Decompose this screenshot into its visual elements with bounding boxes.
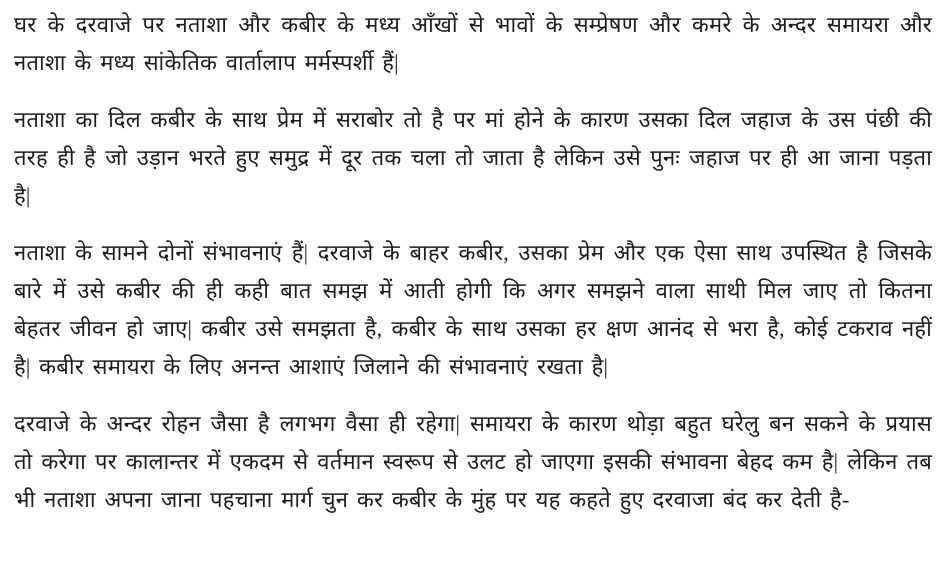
paragraph-2: नताशा का दिल कबीर के साथ प्रेम में सराबोर तो है पर मां होने के कारण उसका दिल जहाज के उस पंछी की तरह ही है जो उड़ान भरते हुए समुद्र में दूर तक चला तो जाता है लेकिन उसे पुनः जहाज पर ही आ जाना पड़ता है| bbox=[14, 107, 932, 208]
paragraph-4: दरवाजे के अन्दर रोहन जैसा है लगभग वैसा ही रहेगा| समायरा के कारण थोड़ा बहुत घरेलु बन सकने के प्रयास तो करेगा पर कालान्तर में एकदम से वर्तमान स्वरूप से उलट हो जाएगा इसकी संभावना बेहद कम है| लेकिन तब भी नताशा अपना जाना पहचाना मार्ग चुन कर कबीर के मुंह पर यह कहते हुए दरवाजा बंद कर देती है- bbox=[14, 411, 932, 512]
paragraph-3: नताशा के सामने दोनों संभावनाएं हैं| दरवाजे के बाहर कबीर, उसका प्रेम और एक ऐसा साथ उपस्थित है जिसके बारे में उसे कबीर की ही कही बात समझ में आती होगी कि अगर समझने वाला साथी मिल जाए तो कितना बेहतर जीवन हो जाए| कबीर उसे समझता है, कबीर के साथ उसका हर क्षण आनंद से भरा है, कोई टकराव नहीं है| कबीर समायरा के लिए अनन्त आशाएं जिलाने की संभावनाएं रखता है| bbox=[14, 240, 932, 379]
paragraph-1: घर के दरवाजे पर नताशा और कबीर के मध्य आँखों से भावों के सम्प्रेषण और कमरे के अन्दर समायरा और नताशा के मध्य सांकेतिक वार्तालाप मर्मस्पर्शी हैं| bbox=[14, 12, 932, 75]
